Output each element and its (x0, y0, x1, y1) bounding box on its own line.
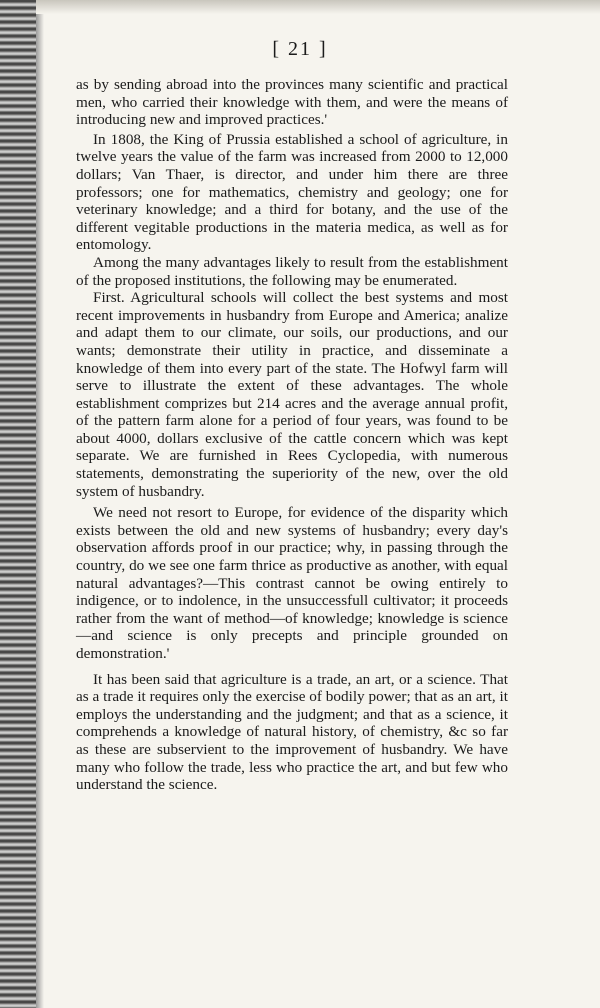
paragraph-first-advantage: First. Agricultural schools will collect the best systems and most recent improvements in husbandry from Europe and America; analize and adapt them to our climate, our soils, our productions, and our wants; demonstrate their utility in practice, and disseminate a knowledge of them into every part of the state. The Hofwyl farm will serve to illustrate the extent of these advantages. The whole establishment comprizes but 214 acres and the average annual profit, of the pattern farm alone for a period of four years, was found to be about 4000, dollars exclusive of the cattle concern which was kept separate. We are furnished in Rees Cyclopedia, with numerous statements, demonstrating the superiority of the new, over the old system of husbandry. (76, 289, 508, 500)
paragraph-disparity: We need not resort to Europe, for evidence of the disparity which exists between the old and new systems of husbandry; every day's observation affords proof in our practice; why, in passing through the country, do we see one farm thrice as productive as another, with equal natural advantages?—This contrast cannot be owing entirely to indigence, or to indolence, in the unsuccessfull cultivator; it proceeds rather from the want of method—of knowledge; knowledge is science—and science is only precepts and principle grounded on demonstration.' (76, 504, 508, 662)
book-binding-edge (0, 0, 36, 1008)
top-edge-shadow (36, 0, 600, 14)
body-text (76, 76, 508, 794)
paragraph-trade-art-science: It has been said that agriculture is a trade, an art, or a science. That as a trade it requires only the exercise of bodily power; that as an art, it employs the understanding and the judgment; and that as a science, it comprehends a knowledge of natural history, of chemistry, &c so far as these are subservient to the improvement of husbandry. We have many who follow the trade, less who practice the art, and but few who understand the science. (76, 670, 508, 794)
paragraph-continuation: as by sending abroad into the provinces many scientific and practical men, who carried their knowledge with them, and were the means of introducing new and improved practices.' (76, 76, 508, 129)
paragraph-advantages-intro: Among the many advantages likely to result from the establishment of the proposed institutions, the following may be enumerated. (76, 253, 508, 289)
gutter-shadow (36, 0, 44, 1008)
paragraph-prussia-school: In 1808, the King of Prussia established a school of agriculture, in twelve years the value of the farm was increased from 2000 to 12,000 dollars; Van Thaer, is director, and under him there are three professors; one for mathematics, chemistry and geology; one for veterinary knowledge; and a third for botany, and the use of the different vegitable productions in the materia medica, as well as for entomology. (76, 130, 508, 254)
page-number: [ 21 ] (272, 38, 328, 60)
